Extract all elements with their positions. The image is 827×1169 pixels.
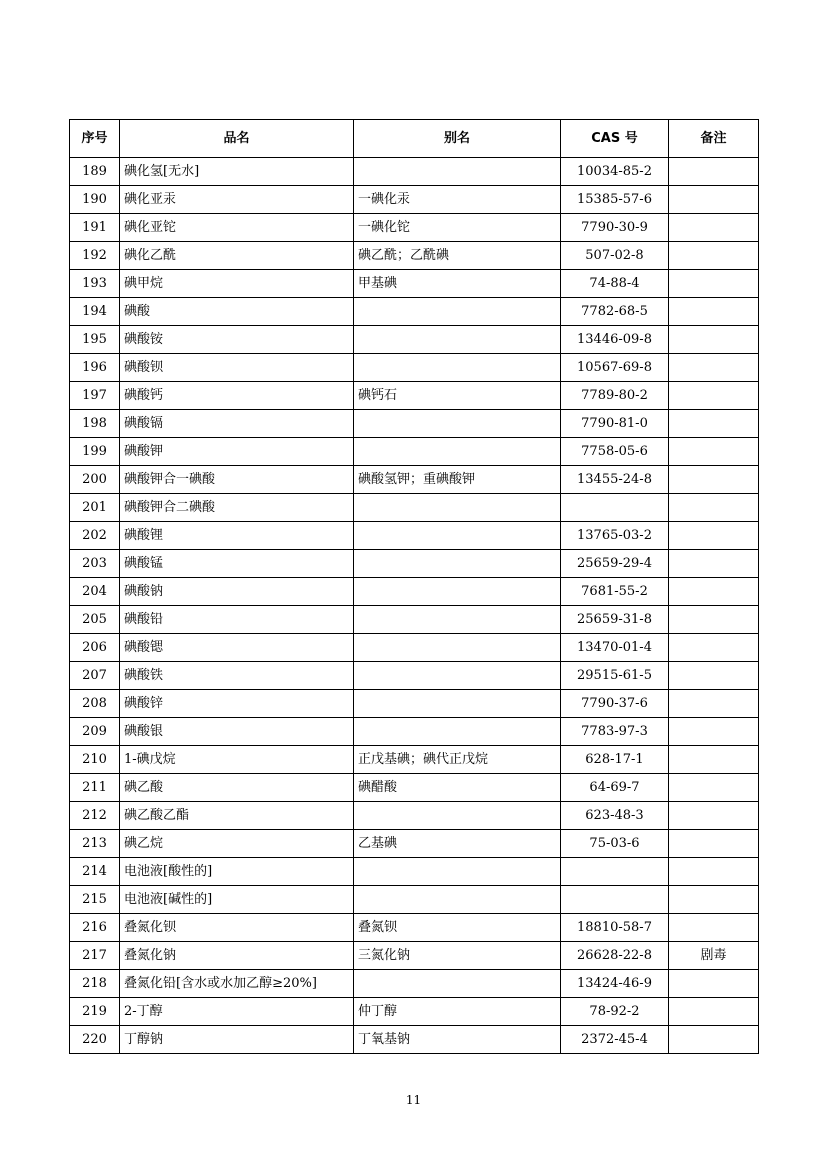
cell-note [669,578,759,606]
table-row [70,158,759,186]
cell-name: 碘酸银 [120,718,354,746]
cell-name: 碘乙酸 [120,774,354,802]
cell-note [669,214,759,242]
table-row [70,942,759,970]
cell-note [669,1026,759,1054]
chemicals-table [69,119,759,1054]
cell-note [669,438,759,466]
cell-alias: 三氮化钠 [354,942,561,970]
cell-cas: 7790-81-0 [561,410,669,438]
cell-seq: 197 [70,382,120,410]
cell-alias [354,550,561,578]
cell-alias [354,326,561,354]
cell-seq: 218 [70,970,120,998]
cell-note [669,354,759,382]
table-row [70,606,759,634]
cell-alias [354,886,561,914]
table-row [70,382,759,410]
cell-seq: 203 [70,550,120,578]
cell-note [669,242,759,270]
header-cas: CAS 号 [561,120,669,158]
table-row [70,550,759,578]
cell-name: 碘酸钾 [120,438,354,466]
table-row [70,466,759,494]
cell-alias [354,298,561,326]
table-row [70,298,759,326]
cell-alias [354,802,561,830]
cell-alias [354,662,561,690]
cell-cas: 7783-97-3 [561,718,669,746]
table-row [70,494,759,522]
cell-seq: 196 [70,354,120,382]
cell-seq: 201 [70,494,120,522]
cell-note [669,494,759,522]
cell-name: 碘酸铁 [120,662,354,690]
cell-alias: 碘钙石 [354,382,561,410]
cell-cas: 25659-29-4 [561,550,669,578]
header-seq: 序号 [70,120,120,158]
cell-seq: 205 [70,606,120,634]
cell-alias [354,438,561,466]
header-alias: 别名 [354,120,561,158]
cell-note [669,410,759,438]
cell-cas: 15385-57-6 [561,186,669,214]
table-row [70,802,759,830]
cell-alias [354,522,561,550]
cell-cas: 13455-24-8 [561,466,669,494]
cell-alias [354,690,561,718]
cell-name: 碘酸 [120,298,354,326]
cell-alias: 碘酸氢钾；重碘酸钾 [354,466,561,494]
cell-note: 剧毒 [669,942,759,970]
cell-name: 碘酸钾合二碘酸 [120,494,354,522]
cell-note [669,886,759,914]
cell-seq: 200 [70,466,120,494]
cell-name: 电池液[碱性的] [120,886,354,914]
cell-seq: 213 [70,830,120,858]
cell-alias: 碘乙酰；乙酰碘 [354,242,561,270]
cell-seq: 209 [70,718,120,746]
cell-name: 碘酸镉 [120,410,354,438]
cell-seq: 198 [70,410,120,438]
table-row [70,746,759,774]
table-row [70,998,759,1026]
cell-cas: 25659-31-8 [561,606,669,634]
cell-note [669,522,759,550]
cell-seq: 220 [70,1026,120,1054]
cell-seq: 195 [70,326,120,354]
table-row [70,410,759,438]
cell-seq: 210 [70,746,120,774]
cell-note [669,830,759,858]
cell-name: 叠氮化钡 [120,914,354,942]
cell-seq: 217 [70,942,120,970]
cell-seq: 219 [70,998,120,1026]
cell-alias: 仲丁醇 [354,998,561,1026]
table-row [70,186,759,214]
cell-alias [354,970,561,998]
table-row [70,242,759,270]
cell-cas: 7789-80-2 [561,382,669,410]
cell-name: 碘酸锂 [120,522,354,550]
cell-note [669,326,759,354]
cell-alias [354,634,561,662]
cell-name: 电池液[酸性的] [120,858,354,886]
cell-note [669,746,759,774]
cell-alias [354,158,561,186]
cell-cas: 7790-30-9 [561,214,669,242]
cell-alias [354,494,561,522]
cell-note [669,774,759,802]
table-row [70,522,759,550]
cell-alias: 一碘化铊 [354,214,561,242]
table-header [70,120,759,158]
cell-name: 碘酸锶 [120,634,354,662]
cell-cas [561,886,669,914]
cell-alias: 叠氮钡 [354,914,561,942]
cell-note [669,550,759,578]
cell-name: 碘酸锌 [120,690,354,718]
table-row [70,886,759,914]
table-row [70,914,759,942]
cell-seq: 207 [70,662,120,690]
cell-note [669,298,759,326]
cell-seq: 214 [70,858,120,886]
table-row [70,354,759,382]
cell-seq: 206 [70,634,120,662]
cell-note [669,662,759,690]
table-row [70,830,759,858]
table-row [70,438,759,466]
cell-seq: 215 [70,886,120,914]
cell-alias [354,410,561,438]
cell-cas: 13765-03-2 [561,522,669,550]
table-row [70,634,759,662]
cell-cas: 7758-05-6 [561,438,669,466]
cell-cas: 507-02-8 [561,242,669,270]
cell-cas: 13424-46-9 [561,970,669,998]
cell-seq: 202 [70,522,120,550]
cell-alias: 正戊基碘；碘代正戊烷 [354,746,561,774]
cell-alias: 甲基碘 [354,270,561,298]
table-row [70,662,759,690]
cell-seq: 190 [70,186,120,214]
table-row [70,858,759,886]
cell-alias [354,578,561,606]
cell-note [669,970,759,998]
cell-cas: 2372-45-4 [561,1026,669,1054]
cell-alias [354,858,561,886]
cell-cas: 75-03-6 [561,830,669,858]
cell-seq: 204 [70,578,120,606]
cell-name: 碘酸铵 [120,326,354,354]
table-body [70,158,759,1054]
cell-alias [354,718,561,746]
cell-alias: 乙基碘 [354,830,561,858]
table-row [70,578,759,606]
cell-name: 叠氮化钠 [120,942,354,970]
cell-name: 碘化氢[无水] [120,158,354,186]
cell-cas: 10034-85-2 [561,158,669,186]
cell-cas: 10567-69-8 [561,354,669,382]
cell-note [669,998,759,1026]
cell-note [669,158,759,186]
cell-cas: 13446-09-8 [561,326,669,354]
table-row [70,718,759,746]
cell-seq: 191 [70,214,120,242]
cell-note [669,718,759,746]
cell-name: 丁醇钠 [120,1026,354,1054]
cell-note [669,606,759,634]
cell-seq: 208 [70,690,120,718]
cell-alias [354,354,561,382]
table-row [70,970,759,998]
header-row [70,120,759,158]
cell-cas: 26628-22-8 [561,942,669,970]
cell-name: 碘化亚铊 [120,214,354,242]
cell-name: 碘酸锰 [120,550,354,578]
cell-cas [561,494,669,522]
cell-cas: 13470-01-4 [561,634,669,662]
cell-alias: 一碘化汞 [354,186,561,214]
cell-name: 碘酸铅 [120,606,354,634]
cell-note [669,270,759,298]
cell-cas: 623-48-3 [561,802,669,830]
cell-seq: 193 [70,270,120,298]
page-number: 11 [405,1093,422,1107]
cell-note [669,382,759,410]
table-row [70,326,759,354]
cell-cas: 74-88-4 [561,270,669,298]
cell-name: 碘酸钾合一碘酸 [120,466,354,494]
cell-cas: 7790-37-6 [561,690,669,718]
cell-name: 碘化乙酰 [120,242,354,270]
cell-note [669,858,759,886]
cell-name: 叠氮化铅[含水或水加乙醇≥20%] [120,970,354,998]
cell-note [669,802,759,830]
cell-name: 碘甲烷 [120,270,354,298]
cell-name: 碘酸钙 [120,382,354,410]
cell-seq: 211 [70,774,120,802]
cell-note [669,690,759,718]
cell-seq: 189 [70,158,120,186]
cell-cas: 7681-55-2 [561,578,669,606]
cell-seq: 212 [70,802,120,830]
cell-cas: 64-69-7 [561,774,669,802]
cell-seq: 216 [70,914,120,942]
cell-cas: 7782-68-5 [561,298,669,326]
cell-name: 1-碘戊烷 [120,746,354,774]
header-name: 品名 [120,120,354,158]
cell-cas [561,858,669,886]
cell-name: 碘化亚汞 [120,186,354,214]
cell-name: 碘酸钡 [120,354,354,382]
cell-cas: 18810-58-7 [561,914,669,942]
cell-note [669,914,759,942]
cell-seq: 192 [70,242,120,270]
cell-note [669,186,759,214]
header-note: 备注 [669,120,759,158]
cell-cas: 628-17-1 [561,746,669,774]
table-row [70,1026,759,1054]
cell-note [669,466,759,494]
cell-cas: 78-92-2 [561,998,669,1026]
cell-alias: 丁氧基钠 [354,1026,561,1054]
table-row [70,774,759,802]
table-row [70,214,759,242]
cell-seq: 194 [70,298,120,326]
cell-note [669,634,759,662]
cell-name: 2-丁醇 [120,998,354,1026]
cell-seq: 199 [70,438,120,466]
cell-alias [354,606,561,634]
table-row [70,270,759,298]
cell-name: 碘乙烷 [120,830,354,858]
cell-alias: 碘醋酸 [354,774,561,802]
cell-cas: 29515-61-5 [561,662,669,690]
cell-name: 碘乙酸乙酯 [120,802,354,830]
cell-name: 碘酸钠 [120,578,354,606]
table-row [70,690,759,718]
